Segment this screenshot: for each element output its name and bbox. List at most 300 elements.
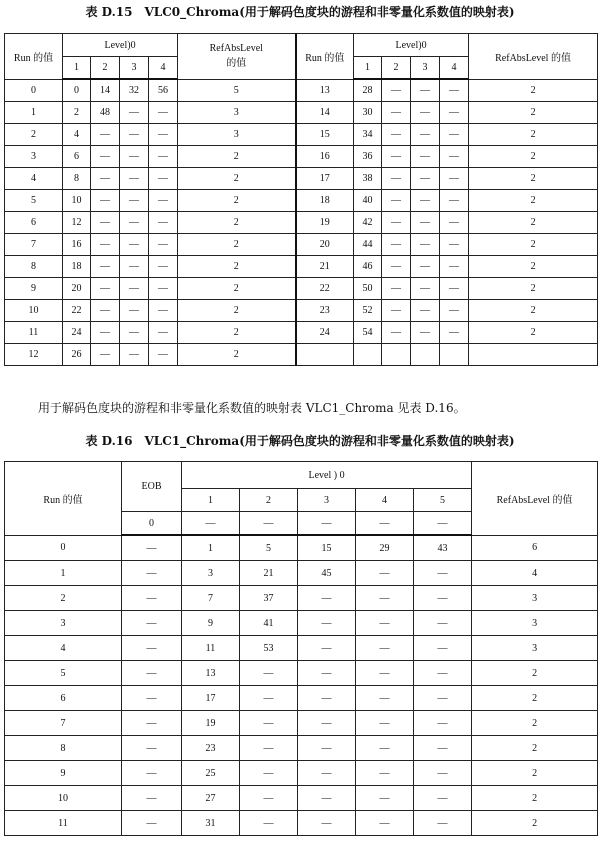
- level-sub-header: 4: [356, 489, 414, 512]
- table-cell: 8: [63, 168, 91, 190]
- table-cell: —: [149, 322, 178, 344]
- table-cell: 12: [5, 344, 63, 366]
- level-sub-header: 2: [91, 57, 120, 80]
- table-cell: —: [149, 212, 178, 234]
- eob-row-dash: —: [356, 512, 414, 536]
- table-cell: 48: [91, 102, 120, 124]
- table-cell: —: [298, 811, 356, 836]
- table-cell: 2: [178, 256, 296, 278]
- table-row: [5, 124, 598, 146]
- table-row: [5, 190, 598, 212]
- table-cell: 3: [5, 611, 122, 636]
- table-cell: —: [440, 124, 469, 146]
- table-cell: 7: [182, 586, 240, 611]
- eob-row-dash: —: [298, 512, 356, 536]
- table-cell: —: [120, 234, 149, 256]
- table-cell: 20: [63, 278, 91, 300]
- table-cell: —: [382, 102, 411, 124]
- table-cell: —: [440, 322, 469, 344]
- table-cell: 1: [5, 102, 63, 124]
- table-cell: 2: [472, 711, 598, 736]
- table-cell: 2: [469, 190, 598, 212]
- table-cell: 2: [469, 300, 598, 322]
- table-cell: —: [411, 168, 440, 190]
- table-cell: 9: [5, 761, 122, 786]
- table-cell: 6: [472, 535, 598, 561]
- table-cell: 5: [178, 79, 296, 102]
- table-cell: 2: [5, 124, 63, 146]
- table-cell: —: [414, 661, 472, 686]
- table-row: [5, 102, 598, 124]
- table-cell: —: [414, 636, 472, 661]
- table-cell: —: [414, 736, 472, 761]
- table-cell: —: [298, 761, 356, 786]
- table-cell: —: [414, 786, 472, 811]
- table-cell: —: [382, 168, 411, 190]
- table-cell: 46: [354, 256, 382, 278]
- table-cell: 28: [354, 79, 382, 102]
- table-cell: 42: [354, 212, 382, 234]
- table-cell: —: [356, 636, 414, 661]
- table-cell: —: [91, 234, 120, 256]
- table-cell: 9: [5, 278, 63, 300]
- table-cell: 0: [5, 79, 63, 102]
- table-cell: —: [382, 234, 411, 256]
- table-cell: —: [382, 212, 411, 234]
- table-cell: 22: [296, 278, 354, 300]
- table-cell: 37: [240, 586, 298, 611]
- table-row: [5, 761, 598, 786]
- level-sub-header-right: 4: [440, 57, 469, 80]
- table-row: [5, 212, 598, 234]
- refabslevel-header-line1: RefAbsLevel: [209, 43, 263, 55]
- table-cell: 26: [63, 344, 91, 366]
- table-row: [5, 586, 598, 611]
- table-cell: —: [382, 322, 411, 344]
- table-cell: 7: [5, 234, 63, 256]
- table-cell: —: [122, 636, 182, 661]
- table-cell: —: [122, 561, 182, 586]
- table-cell: —: [240, 736, 298, 761]
- table-cell: —: [149, 300, 178, 322]
- table-cell: 6: [63, 146, 91, 168]
- table-cell: —: [356, 811, 414, 836]
- table-row: [5, 300, 598, 322]
- table-cell: 45: [298, 561, 356, 586]
- table-cell: 2: [469, 79, 598, 102]
- table-cell: 4: [5, 636, 122, 661]
- table-cell: —: [440, 278, 469, 300]
- table-row: [5, 146, 598, 168]
- table-row: [5, 786, 598, 811]
- table-cell: 2: [178, 322, 296, 344]
- table-cell: 16: [63, 234, 91, 256]
- table-cell: 8: [5, 736, 122, 761]
- table-cell: —: [149, 278, 178, 300]
- table-cell: 13: [182, 661, 240, 686]
- table-cell: 4: [63, 124, 91, 146]
- level-sub-header: 2: [240, 489, 298, 512]
- table-cell: 2: [472, 786, 598, 811]
- table-cell: 3: [178, 102, 296, 124]
- table-cell: 0: [63, 79, 91, 102]
- refabslevel-header: RefAbsLevel 的值: [472, 462, 598, 536]
- refabslevel-header: [178, 34, 296, 80]
- table-cell: 14: [296, 102, 354, 124]
- table-cell: 2: [178, 212, 296, 234]
- table-row: [5, 322, 598, 344]
- table-cell: —: [440, 234, 469, 256]
- table-cell: —: [240, 686, 298, 711]
- table-cell: —: [356, 561, 414, 586]
- table-cell: 27: [182, 786, 240, 811]
- table-cell: —: [91, 300, 120, 322]
- table-cell: 3: [182, 561, 240, 586]
- table-cell: 2: [469, 168, 598, 190]
- table-cell: —: [149, 344, 178, 366]
- run-header-right: Run 的值: [296, 34, 354, 80]
- table-cell: 36: [354, 146, 382, 168]
- table-row: [5, 811, 598, 836]
- table-cell: —: [122, 586, 182, 611]
- table-row: [5, 344, 598, 366]
- level-sub-header: 3: [298, 489, 356, 512]
- table-cell: —: [91, 256, 120, 278]
- level-header: Level ) 0: [182, 462, 472, 489]
- table-cell: —: [122, 786, 182, 811]
- table-cell: —: [240, 786, 298, 811]
- table-cell: 9: [182, 611, 240, 636]
- table-cell: —: [298, 611, 356, 636]
- table-cell: [382, 344, 411, 366]
- table-cell: [469, 344, 598, 366]
- table-cell: —: [298, 786, 356, 811]
- table-cell: —: [414, 686, 472, 711]
- table-row: [5, 79, 598, 102]
- table-cell: 6: [5, 212, 63, 234]
- table-cell: —: [411, 322, 440, 344]
- table-cell: 54: [354, 322, 382, 344]
- table-cell: 14: [91, 79, 120, 102]
- eob-row-dash: —: [182, 512, 240, 536]
- table-cell: 11: [5, 811, 122, 836]
- table-cell: —: [440, 168, 469, 190]
- table-row: [5, 535, 598, 561]
- table-cell: —: [411, 234, 440, 256]
- table-cell: 52: [354, 300, 382, 322]
- table-cell: —: [298, 686, 356, 711]
- table-cell: 6: [5, 686, 122, 711]
- table-cell: 7: [5, 711, 122, 736]
- table-cell: 2: [472, 761, 598, 786]
- table-cell: [296, 344, 354, 366]
- table-cell: —: [120, 212, 149, 234]
- table-cell: —: [149, 234, 178, 256]
- eob-value: 0: [122, 512, 182, 536]
- table-cell: 4: [472, 561, 598, 586]
- table-cell: —: [120, 168, 149, 190]
- table-row: [5, 736, 598, 761]
- table-cell: 2: [178, 300, 296, 322]
- table-cell: —: [440, 79, 469, 102]
- table-cell: 1: [182, 535, 240, 561]
- level-sub-header: 3: [120, 57, 149, 80]
- table-cell: —: [356, 786, 414, 811]
- table-cell: 2: [63, 102, 91, 124]
- table-cell: 2: [178, 344, 296, 366]
- level-sub-header-right: 1: [354, 57, 382, 80]
- table-cell: 5: [5, 190, 63, 212]
- table-cell: —: [411, 124, 440, 146]
- table-cell: 12: [63, 212, 91, 234]
- table-cell: —: [411, 256, 440, 278]
- table-cell: —: [440, 146, 469, 168]
- table-cell: 56: [149, 79, 178, 102]
- table-cell: —: [122, 811, 182, 836]
- table-cell: 18: [296, 190, 354, 212]
- table-cell: —: [91, 278, 120, 300]
- table-row: [5, 686, 598, 711]
- table-cell: —: [382, 256, 411, 278]
- table-cell: —: [298, 711, 356, 736]
- run-header: Run 的值: [5, 462, 122, 536]
- table-cell: 13: [296, 79, 354, 102]
- table-cell: 3: [472, 586, 598, 611]
- table-cell: 31: [182, 811, 240, 836]
- table-d16-title: 表 D.16 VLC1_Chroma(用于解码色度块的游程和非零量化系数值的映射表): [85, 434, 515, 448]
- table-cell: —: [120, 278, 149, 300]
- table-cell: 41: [240, 611, 298, 636]
- refabslevel-header-line2: 的值: [226, 58, 247, 70]
- table-cell: —: [411, 79, 440, 102]
- table-cell: —: [414, 586, 472, 611]
- table-cell: 0: [5, 535, 122, 561]
- table-cell: 18: [63, 256, 91, 278]
- table-cell: 2: [469, 278, 598, 300]
- table-cell: —: [122, 711, 182, 736]
- table-d15: [4, 33, 598, 366]
- table-cell: —: [414, 811, 472, 836]
- table-cell: —: [91, 344, 120, 366]
- table-cell: 21: [296, 256, 354, 278]
- table-cell: 2: [469, 124, 598, 146]
- table-cell: —: [122, 686, 182, 711]
- table-cell: —: [414, 561, 472, 586]
- table-cell: 3: [472, 611, 598, 636]
- table-cell: 20: [296, 234, 354, 256]
- table-cell: —: [356, 736, 414, 761]
- table-cell: 44: [354, 234, 382, 256]
- table-cell: [354, 344, 382, 366]
- table-cell: 17: [296, 168, 354, 190]
- table-cell: 22: [63, 300, 91, 322]
- table-cell: —: [120, 102, 149, 124]
- table-cell: 11: [182, 636, 240, 661]
- level-header: Level)0: [63, 34, 178, 57]
- level-sub-header: 1: [63, 57, 91, 80]
- table-cell: 40: [354, 190, 382, 212]
- table-cell: 30: [354, 102, 382, 124]
- table-cell: —: [122, 661, 182, 686]
- table-cell: —: [411, 300, 440, 322]
- table-row: [5, 561, 598, 586]
- table-cell: 19: [296, 212, 354, 234]
- table-cell: 2: [5, 586, 122, 611]
- table-cell: —: [122, 535, 182, 561]
- table-cell: 10: [5, 300, 63, 322]
- table-cell: —: [356, 711, 414, 736]
- intro-paragraph: 用于解码色度块的游程和非零量化系数值的映射表 VLC1_Chroma 见表 D.16。: [38, 401, 466, 415]
- table-cell: 2: [178, 190, 296, 212]
- table-cell: [411, 344, 440, 366]
- level-sub-header-right: 3: [411, 57, 440, 80]
- table-cell: —: [414, 761, 472, 786]
- table-cell: 3: [5, 146, 63, 168]
- table-cell: 2: [178, 168, 296, 190]
- table-cell: —: [298, 636, 356, 661]
- table-cell: 2: [178, 146, 296, 168]
- table-cell: 53: [240, 636, 298, 661]
- table-cell: 10: [63, 190, 91, 212]
- table-cell: —: [356, 661, 414, 686]
- table-cell: —: [356, 686, 414, 711]
- table-cell: —: [414, 611, 472, 636]
- table-cell: —: [120, 344, 149, 366]
- table-cell: 43: [414, 535, 472, 561]
- table-cell: —: [120, 124, 149, 146]
- table-cell: —: [411, 212, 440, 234]
- table-cell: 38: [354, 168, 382, 190]
- table-cell: —: [120, 322, 149, 344]
- table-cell: 2: [469, 212, 598, 234]
- level-sub-header: 4: [149, 57, 178, 80]
- table-cell: 2: [469, 102, 598, 124]
- table-cell: —: [122, 736, 182, 761]
- table-cell: —: [440, 212, 469, 234]
- table-cell: 15: [298, 535, 356, 561]
- table-cell: —: [382, 300, 411, 322]
- table-cell: —: [382, 124, 411, 146]
- table-cell: —: [120, 146, 149, 168]
- table-cell: 1: [5, 561, 122, 586]
- table-cell: 32: [120, 79, 149, 102]
- table-cell: 2: [472, 686, 598, 711]
- table-cell: —: [414, 711, 472, 736]
- table-row: [5, 611, 598, 636]
- table-cell: —: [91, 212, 120, 234]
- table-row: [5, 661, 598, 686]
- table-cell: 16: [296, 146, 354, 168]
- table-cell: —: [91, 146, 120, 168]
- table-d15-title: 表 D.15 VLC0_Chroma(用于解码色度块的游程和非零量化系数值的映射表): [85, 5, 515, 19]
- table-cell: —: [122, 611, 182, 636]
- table-cell: 2: [472, 811, 598, 836]
- level-sub-header: 1: [182, 489, 240, 512]
- table-cell: —: [240, 711, 298, 736]
- table-cell: 5: [5, 661, 122, 686]
- table-cell: —: [149, 124, 178, 146]
- table-cell: —: [356, 586, 414, 611]
- table-cell: 24: [296, 322, 354, 344]
- table-cell: 2: [472, 661, 598, 686]
- table-cell: —: [298, 586, 356, 611]
- table-cell: 8: [5, 256, 63, 278]
- table-cell: —: [411, 278, 440, 300]
- table-cell: —: [149, 102, 178, 124]
- table-cell: 10: [5, 786, 122, 811]
- table-row: [5, 711, 598, 736]
- level-sub-header: 5: [414, 489, 472, 512]
- table-cell: —: [440, 190, 469, 212]
- table-cell: 15: [296, 124, 354, 146]
- table-cell: 29: [356, 535, 414, 561]
- table-cell: 2: [469, 256, 598, 278]
- table-cell: 5: [240, 535, 298, 561]
- table-cell: —: [91, 190, 120, 212]
- table-cell: 11: [5, 322, 63, 344]
- table-cell: —: [382, 146, 411, 168]
- table-cell: —: [382, 79, 411, 102]
- table-cell: —: [411, 102, 440, 124]
- level-header-right: Level)0: [354, 34, 469, 57]
- table-cell: 4: [5, 168, 63, 190]
- table-cell: 2: [472, 736, 598, 761]
- table-cell: —: [91, 124, 120, 146]
- table-cell: —: [411, 146, 440, 168]
- table-cell: 24: [63, 322, 91, 344]
- table-cell: —: [440, 256, 469, 278]
- table-cell: 21: [240, 561, 298, 586]
- table-row: [5, 636, 598, 661]
- eob-row-dash: —: [414, 512, 472, 536]
- table-cell: 3: [472, 636, 598, 661]
- table-cell: —: [122, 761, 182, 786]
- table-cell: 34: [354, 124, 382, 146]
- table-row: [5, 278, 598, 300]
- table-cell: —: [440, 300, 469, 322]
- table-cell: [440, 344, 469, 366]
- eob-row-dash: —: [240, 512, 298, 536]
- table-cell: —: [298, 736, 356, 761]
- table-cell: 23: [296, 300, 354, 322]
- table-cell: —: [411, 190, 440, 212]
- level-sub-header-right: 2: [382, 57, 411, 80]
- table-cell: —: [149, 190, 178, 212]
- table-cell: —: [382, 190, 411, 212]
- table-cell: 25: [182, 761, 240, 786]
- table-cell: —: [120, 300, 149, 322]
- table-cell: 17: [182, 686, 240, 711]
- table-cell: —: [356, 761, 414, 786]
- table-cell: —: [240, 761, 298, 786]
- table-cell: —: [298, 661, 356, 686]
- refabslevel-header-right: RefAbsLevel 的值: [469, 34, 598, 80]
- run-header: Run 的值: [5, 34, 63, 80]
- table-cell: 2: [469, 146, 598, 168]
- table-cell: —: [240, 661, 298, 686]
- table-cell: —: [356, 611, 414, 636]
- eob-header: EOB: [122, 462, 182, 512]
- table-row: [5, 168, 598, 190]
- table-cell: —: [149, 168, 178, 190]
- table-cell: —: [91, 168, 120, 190]
- table-cell: —: [91, 322, 120, 344]
- table-cell: —: [440, 102, 469, 124]
- table-cell: 2: [178, 234, 296, 256]
- table-cell: 2: [469, 322, 598, 344]
- table-cell: —: [240, 811, 298, 836]
- table-cell: 2: [469, 234, 598, 256]
